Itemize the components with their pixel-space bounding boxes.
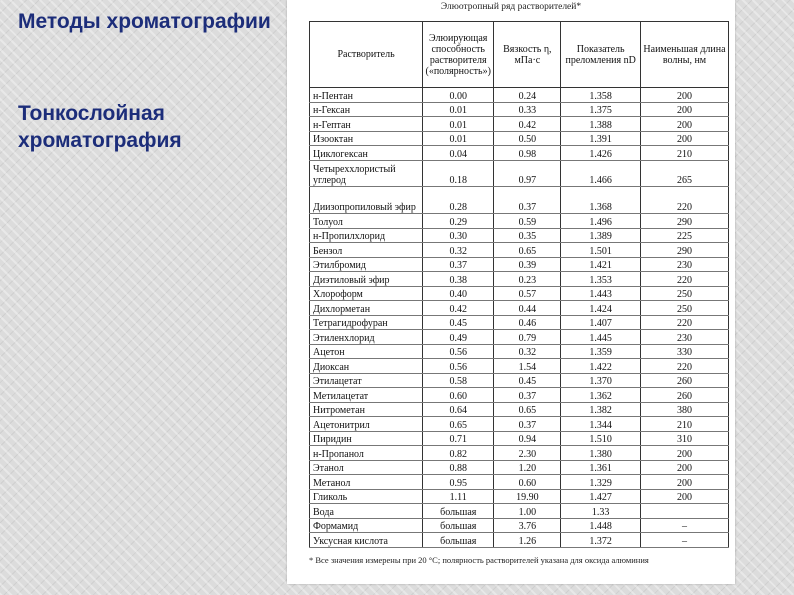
solvent-name: н-Пентан [310, 88, 423, 103]
refractive-index: 1.359 [561, 344, 641, 359]
solvent-name: н-Гексан [310, 102, 423, 117]
cutoff-wavelength: – [640, 533, 728, 548]
cutoff-wavelength: 250 [640, 286, 728, 301]
cutoff-wavelength: 210 [640, 146, 728, 161]
viscosity: 0.65 [494, 243, 561, 258]
solvent-table-container [309, 21, 729, 548]
cutoff-wavelength: 200 [640, 475, 728, 490]
solvent-name: Ацетон [310, 344, 423, 359]
table-row [310, 88, 729, 103]
elution-strength: 0.38 [423, 272, 494, 287]
cutoff-wavelength: 200 [640, 489, 728, 504]
viscosity: 0.42 [494, 117, 561, 132]
elution-strength: 0.01 [423, 117, 494, 132]
solvent-name: Метанол [310, 475, 423, 490]
cutoff-wavelength: 290 [640, 243, 728, 258]
refractive-index: 1.448 [561, 518, 641, 533]
cutoff-wavelength: 210 [640, 417, 728, 432]
elution-strength: 0.01 [423, 102, 494, 117]
viscosity: 0.65 [494, 402, 561, 417]
table-row [310, 344, 729, 359]
elution-strength: 0.04 [423, 146, 494, 161]
table-row [310, 460, 729, 475]
solvent-name: Этанол [310, 460, 423, 475]
refractive-index: 1.443 [561, 286, 641, 301]
refractive-index: 1.389 [561, 228, 641, 243]
solvent-name: Этилацетат [310, 373, 423, 388]
slide-title: Методы хроматографии [18, 10, 271, 33]
table-row [310, 117, 729, 132]
table-row [310, 489, 729, 504]
header-refractive-index: Показатель преломления nD [561, 22, 641, 88]
elution-strength: 0.32 [423, 243, 494, 258]
table-row [310, 257, 729, 272]
elution-strength: 0.42 [423, 301, 494, 316]
elution-strength: 0.45 [423, 315, 494, 330]
header-solvent: Растворитель [310, 22, 423, 88]
elution-strength: 0.60 [423, 388, 494, 403]
viscosity: 0.46 [494, 315, 561, 330]
cutoff-wavelength: 330 [640, 344, 728, 359]
viscosity: 0.39 [494, 257, 561, 272]
refractive-index: 1.372 [561, 533, 641, 548]
solvent-name: Формамид [310, 518, 423, 533]
viscosity: 0.32 [494, 344, 561, 359]
viscosity: 0.23 [494, 272, 561, 287]
table-row [310, 102, 729, 117]
viscosity: 0.57 [494, 286, 561, 301]
solvent-name: Диэтиловый эфир [310, 272, 423, 287]
table-row [310, 286, 729, 301]
cutoff-wavelength: 220 [640, 187, 728, 214]
viscosity: 0.98 [494, 146, 561, 161]
cutoff-wavelength: 220 [640, 315, 728, 330]
cutoff-wavelength: 230 [640, 257, 728, 272]
viscosity: 1.00 [494, 504, 561, 519]
cutoff-wavelength: 230 [640, 330, 728, 345]
cutoff-wavelength: 260 [640, 388, 728, 403]
solvent-name: Диизопропиловый эфир [310, 187, 423, 214]
refractive-index: 1.358 [561, 88, 641, 103]
elution-strength: 0.37 [423, 257, 494, 272]
table-row [310, 160, 729, 187]
solvent-name: Тетрагидрофуран [310, 315, 423, 330]
viscosity: 0.79 [494, 330, 561, 345]
viscosity: 19.90 [494, 489, 561, 504]
cutoff-wavelength: 220 [640, 359, 728, 374]
cutoff-wavelength: 200 [640, 446, 728, 461]
table-row [310, 243, 729, 258]
table-row [310, 330, 729, 345]
refractive-index: 1.329 [561, 475, 641, 490]
elution-strength: 0.30 [423, 228, 494, 243]
scanned-document [287, 0, 735, 584]
viscosity: 0.50 [494, 131, 561, 146]
elution-strength: 1.11 [423, 489, 494, 504]
refractive-index: 1.426 [561, 146, 641, 161]
viscosity: 3.76 [494, 518, 561, 533]
header-cutoff-wavelength: Наименьшая длина волны, нм [640, 22, 728, 88]
elution-strength: 0.95 [423, 475, 494, 490]
elution-strength: 0.88 [423, 460, 494, 475]
refractive-index: 1.510 [561, 431, 641, 446]
solvent-name: Четыреххлористый углерод [310, 160, 423, 187]
viscosity: 0.60 [494, 475, 561, 490]
cutoff-wavelength: 310 [640, 431, 728, 446]
cutoff-wavelength: 200 [640, 460, 728, 475]
elution-strength: 0.00 [423, 88, 494, 103]
table-row [310, 446, 729, 461]
elution-strength: 0.71 [423, 431, 494, 446]
viscosity: 0.45 [494, 373, 561, 388]
table-row [310, 214, 729, 229]
table-row [310, 315, 729, 330]
solvent-name: Изооктан [310, 131, 423, 146]
refractive-index: 1.361 [561, 460, 641, 475]
table-row [310, 359, 729, 374]
viscosity: 1.54 [494, 359, 561, 374]
refractive-index: 1.382 [561, 402, 641, 417]
viscosity: 0.44 [494, 301, 561, 316]
elution-strength: большая [423, 533, 494, 548]
viscosity: 0.35 [494, 228, 561, 243]
elution-strength: 0.29 [423, 214, 494, 229]
viscosity: 0.37 [494, 187, 561, 214]
table-row [310, 388, 729, 403]
cutoff-wavelength [640, 504, 728, 519]
cutoff-wavelength: 290 [640, 214, 728, 229]
table-row [310, 518, 729, 533]
table-row [310, 146, 729, 161]
refractive-index: 1.375 [561, 102, 641, 117]
elution-strength: 0.58 [423, 373, 494, 388]
viscosity: 2.30 [494, 446, 561, 461]
cutoff-wavelength: 200 [640, 102, 728, 117]
solvent-name: Толуол [310, 214, 423, 229]
eluotropic-series-table [309, 21, 729, 548]
table-row [310, 131, 729, 146]
viscosity: 0.37 [494, 388, 561, 403]
refractive-index: 1.421 [561, 257, 641, 272]
viscosity: 0.97 [494, 160, 561, 187]
solvent-name: н-Гептан [310, 117, 423, 132]
table-row [310, 373, 729, 388]
elution-strength: 0.82 [423, 446, 494, 461]
solvent-name: Ацетонитрил [310, 417, 423, 432]
table-row [310, 475, 729, 490]
table-row [310, 431, 729, 446]
solvent-name: Пиридин [310, 431, 423, 446]
cutoff-wavelength: 225 [640, 228, 728, 243]
solvent-name: Хлороформ [310, 286, 423, 301]
viscosity: 0.59 [494, 214, 561, 229]
cutoff-wavelength: – [640, 518, 728, 533]
viscosity: 1.26 [494, 533, 561, 548]
table-row [310, 533, 729, 548]
table-row [310, 272, 729, 287]
solvent-name: Нитрометан [310, 402, 423, 417]
table-row [310, 402, 729, 417]
table-caption: Элюотропный ряд растворителей* [440, 2, 582, 12]
solvent-name: Циклогексан [310, 146, 423, 161]
solvent-name: Этилбромид [310, 257, 423, 272]
refractive-index: 1.344 [561, 417, 641, 432]
solvent-name: Уксусная кислота [310, 533, 423, 548]
refractive-index: 1.445 [561, 330, 641, 345]
elution-strength: 0.28 [423, 187, 494, 214]
cutoff-wavelength: 260 [640, 373, 728, 388]
viscosity: 0.33 [494, 102, 561, 117]
cutoff-wavelength: 200 [640, 88, 728, 103]
table-row [310, 504, 729, 519]
solvent-name: Бензол [310, 243, 423, 258]
table-row [310, 187, 729, 214]
elution-strength: 0.01 [423, 131, 494, 146]
viscosity: 0.37 [494, 417, 561, 432]
refractive-index: 1.422 [561, 359, 641, 374]
refractive-index: 1.466 [561, 160, 641, 187]
solvent-name: Вода [310, 504, 423, 519]
solvent-name: Метилацетат [310, 388, 423, 403]
elution-strength: 0.56 [423, 359, 494, 374]
refractive-index: 1.380 [561, 446, 641, 461]
cutoff-wavelength: 200 [640, 131, 728, 146]
viscosity: 1.20 [494, 460, 561, 475]
refractive-index: 1.391 [561, 131, 641, 146]
elution-strength: 0.49 [423, 330, 494, 345]
solvent-name: Дихлорметан [310, 301, 423, 316]
solvent-name: н-Пропилхлорид [310, 228, 423, 243]
refractive-index: 1.353 [561, 272, 641, 287]
elution-strength: большая [423, 518, 494, 533]
viscosity: 0.94 [494, 431, 561, 446]
cutoff-wavelength: 250 [640, 301, 728, 316]
refractive-index: 1.424 [561, 301, 641, 316]
refractive-index: 1.501 [561, 243, 641, 258]
elution-strength: большая [423, 504, 494, 519]
solvent-name: н-Пропанол [310, 446, 423, 461]
elution-strength: 0.56 [423, 344, 494, 359]
header-elution-strength: Элюирующая способность растворителя («полярность») [423, 22, 494, 88]
cutoff-wavelength: 265 [640, 160, 728, 187]
elution-strength: 0.18 [423, 160, 494, 187]
viscosity: 0.24 [494, 88, 561, 103]
header-viscosity: Вязкость η, мПа·с [494, 22, 561, 88]
refractive-index: 1.368 [561, 187, 641, 214]
table-row [310, 417, 729, 432]
table-body [310, 88, 729, 548]
elution-strength: 0.65 [423, 417, 494, 432]
solvent-name: Гликоль [310, 489, 423, 504]
cutoff-wavelength: 200 [640, 117, 728, 132]
refractive-index: 1.370 [561, 373, 641, 388]
table-row [310, 228, 729, 243]
refractive-index: 1.407 [561, 315, 641, 330]
cutoff-wavelength: 220 [640, 272, 728, 287]
table-row [310, 301, 729, 316]
slide-subtitle: Тонкослойная хроматография [18, 102, 182, 152]
solvent-name: Диоксан [310, 359, 423, 374]
elution-strength: 0.40 [423, 286, 494, 301]
refractive-index: 1.496 [561, 214, 641, 229]
solvent-name: Этиленхлорид [310, 330, 423, 345]
refractive-index: 1.427 [561, 489, 641, 504]
refractive-index: 1.388 [561, 117, 641, 132]
refractive-index: 1.33 [561, 504, 641, 519]
refractive-index: 1.362 [561, 388, 641, 403]
cutoff-wavelength: 380 [640, 402, 728, 417]
elution-strength: 0.64 [423, 402, 494, 417]
table-footnote: * Все значения измерены при 20 °С; полярность растворителей указана для оксида алюминия [309, 555, 649, 565]
